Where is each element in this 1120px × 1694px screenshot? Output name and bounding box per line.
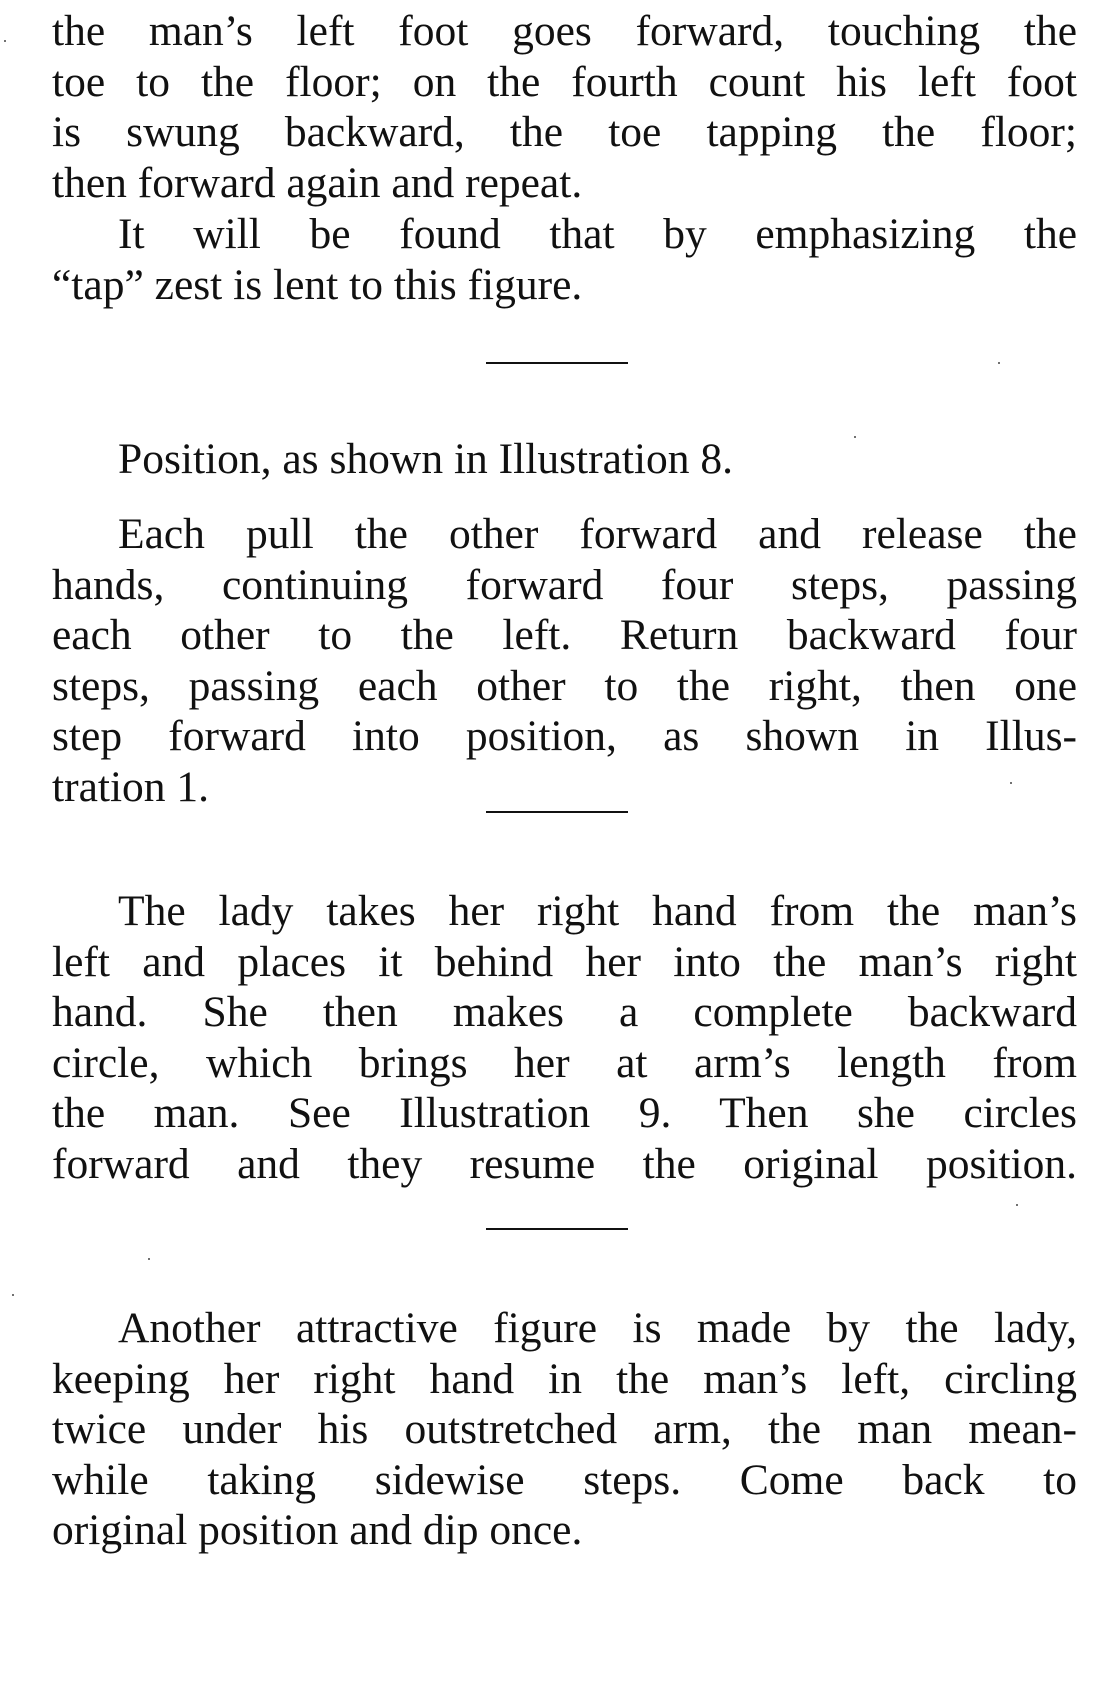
text-line: steps, passing each other to the right, then one — [52, 661, 1077, 710]
paper-speck — [1016, 1204, 1018, 1206]
paragraph-figure-tap-steps — [52, 6, 1077, 208]
text-line: the man. See Illustration 9. Then she circles — [52, 1089, 1077, 1137]
paper-speck — [148, 1258, 150, 1260]
text-line: left and places it behind her into the man’s right — [52, 937, 1077, 986]
section-divider — [486, 362, 628, 364]
paragraph-pull-forward — [52, 509, 1077, 812]
text-line: hands, continuing forward four steps, passing — [52, 560, 1077, 609]
paper-speck — [854, 436, 856, 438]
paragraph-backward-circle — [52, 886, 1077, 1189]
paper-speck — [4, 40, 6, 42]
text-line: the man’s left foot goes forward, touching the — [52, 7, 1077, 55]
text-line: Another attractive figure is made by the lady, — [118, 1304, 1077, 1352]
text-line: each other to the left. Return backward four — [52, 611, 1077, 659]
text-line: It will be found that by emphasizing the — [118, 210, 1077, 258]
text-line: keeping her right hand in the man’s left, circling — [52, 1354, 1077, 1403]
text-line: original position and dip once. — [52, 1506, 583, 1554]
text-line: tration 1. — [52, 762, 210, 811]
text-line: forward and they resume the original position. — [52, 1139, 1077, 1188]
text-line: Position, as shown in Illustration 8. — [118, 435, 734, 483]
paper-speck — [998, 362, 1000, 364]
text-line: step forward into position, as shown in Illus- — [52, 712, 1077, 760]
paper-speck — [1010, 782, 1012, 784]
text-line: is swung backward, the toe tapping the floor; — [52, 108, 1077, 156]
paragraph-position-heading — [52, 434, 1077, 485]
text-line: Each pull the other forward and release the — [118, 510, 1077, 558]
paper-speck — [12, 1294, 14, 1296]
text-line: toe to the floor; on the fourth count his left foot — [52, 57, 1077, 106]
section-divider — [486, 1228, 628, 1230]
text-line: “tap” zest is lent to this figure. — [52, 260, 583, 309]
text-line: circle, which brings her at arm’s length from — [52, 1038, 1077, 1087]
section-divider — [486, 811, 628, 813]
text-line: while taking sidewise steps. Come back to — [52, 1455, 1077, 1504]
text-line: then forward again and repeat. — [52, 158, 583, 207]
text-line: hand. She then makes a complete backward — [52, 988, 1077, 1036]
text-line: twice under his outstretched arm, the man mean- — [52, 1405, 1077, 1453]
text-line: The lady takes her right hand from the man’s — [118, 887, 1077, 935]
paragraph-tap-emphasis — [52, 209, 1077, 310]
paragraph-circling-twice — [52, 1303, 1077, 1556]
